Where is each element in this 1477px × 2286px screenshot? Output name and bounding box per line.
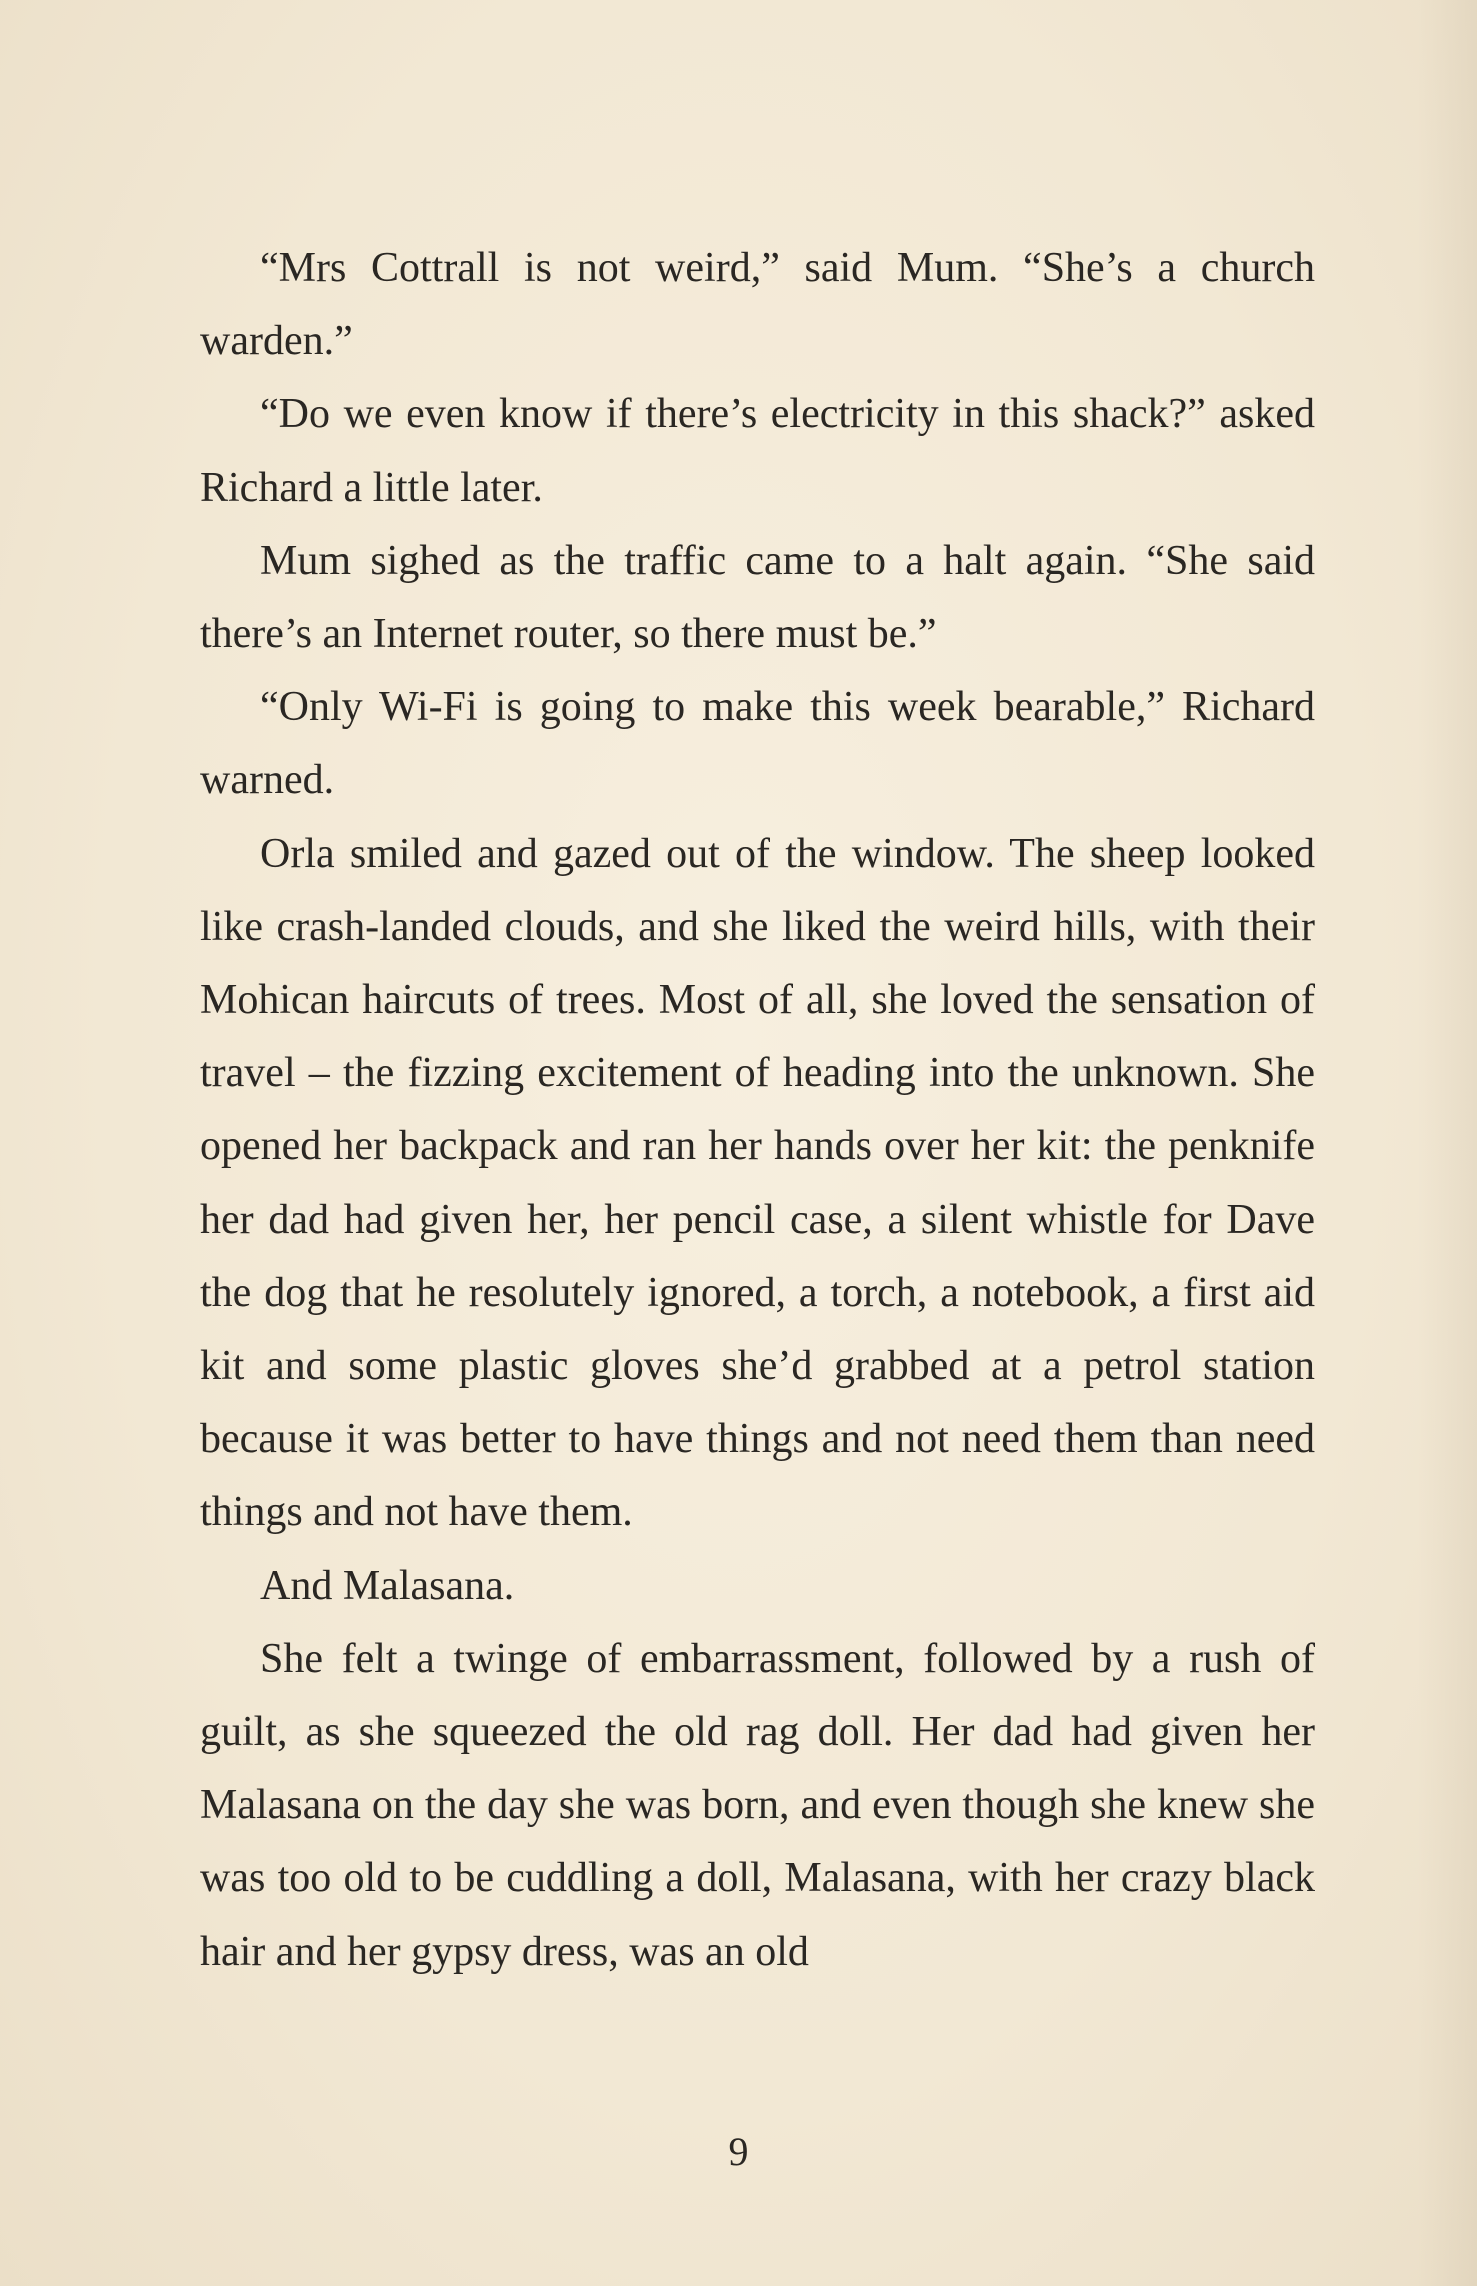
- body-text: [200, 232, 1315, 1989]
- paragraph-6: And Malasana.: [260, 1562, 515, 1609]
- paragraph-1: “Mrs Cottrall is not weird,” said Mum. “She’s a church warden.”: [200, 245, 1315, 365]
- paragraph-4: “Only Wi-Fi is going to make this week bearable,” Richard warned.: [200, 684, 1315, 804]
- paragraph-5: Orla smiled and gazed out of the window. The sheep looked like crash-landed clouds, and she liked the weird hills, with their Mohican haircuts of trees. Most of all, she loved the sensation of travel – the fizzing excitement of heading into the unknown. She opened her backpack and ran her hands over her kit: the penknife her dad had given her, her pencil case, a silent whistle for Dave the dog that he resolutely ignored, a torch, a notebook, a first aid kit and some plastic gloves she’d grabbed at a petrol station because it was better to have things and not need them than need things and not have them.: [200, 830, 1315, 1536]
- paragraph-7: She felt a twinge of embarrassment, followed by a rush of guilt, as she squeezed the old rag doll. Her dad had given her Malasana on the day she was born, and even though she knew she was too old to be cuddling a doll, Malasana, with her crazy black hair and her gypsy dress, was an old: [200, 1635, 1315, 1975]
- page-number: 9: [728, 2129, 749, 2174]
- paragraph-2: “Do we even know if there’s electricity in this shack?” asked Richard a little later.: [200, 391, 1315, 511]
- paragraph-3: Mum sighed as the traffic came to a halt again. “She said there’s an Internet router, so there must be.”: [200, 537, 1315, 658]
